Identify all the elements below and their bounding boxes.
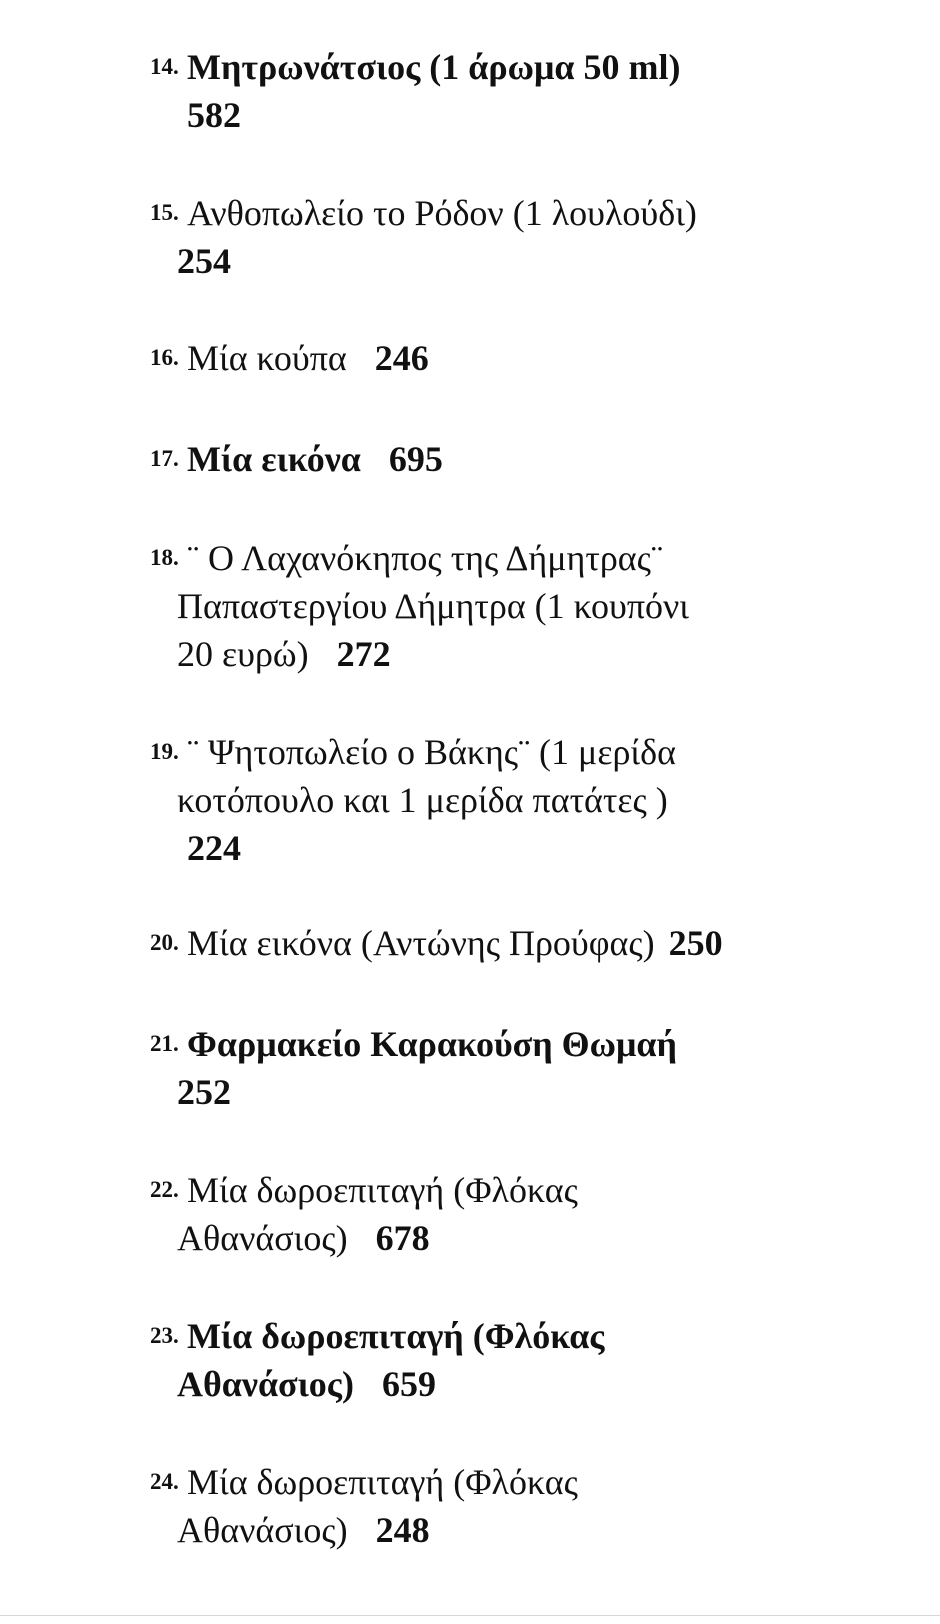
item-value: 246 — [374, 338, 429, 378]
item-text-line: Αθανάσιος) — [177, 1218, 348, 1258]
item-value: 659 — [381, 1364, 436, 1404]
item-text-line: Αθανάσιος) — [177, 1364, 354, 1404]
item-value: 678 — [375, 1218, 430, 1258]
page-bottom-divider — [0, 1615, 940, 1616]
item-number: 15. — [150, 200, 179, 225]
item-text-line: Αθανάσιος) — [177, 1510, 348, 1550]
item-value: 252 — [177, 1072, 231, 1112]
list-item-16 — [150, 334, 810, 382]
item-value: 248 — [375, 1510, 430, 1550]
item-value: 224 — [187, 828, 241, 868]
item-text-line: Μία δωροεπιταγή (Φλόκας — [187, 1462, 578, 1502]
item-number: 17. — [150, 446, 179, 471]
list-item-14 — [150, 43, 810, 139]
list-item-22 — [150, 1166, 810, 1262]
item-text-line: Φαρμακείο Καρακούση Θωμαή — [187, 1024, 677, 1064]
list-item-19 — [150, 728, 810, 872]
list-item-15 — [150, 189, 810, 285]
item-value: 695 — [388, 439, 443, 479]
item-value: 582 — [187, 95, 241, 135]
list-item-23 — [150, 1312, 810, 1408]
item-text-line: ¨ Ο Λαχανόκηπος της Δήμητρας¨ — [187, 538, 663, 578]
item-text-line: κοτόπουλο και 1 μερίδα πατάτες ) — [177, 780, 668, 820]
item-number: 21. — [150, 1031, 179, 1056]
list-item-24 — [150, 1458, 810, 1554]
item-text-line: Μία εικόνα — [187, 439, 361, 479]
item-text-line: Μητρωνάτσιος (1 άρωμα 50 ml) — [187, 47, 681, 87]
item-number: 16. — [150, 345, 179, 370]
item-text-line: Μία κούπα — [187, 338, 347, 378]
list-item-17 — [150, 435, 810, 483]
item-text-line: Παπαστεργίου Δήμητρα (1 κουπόνι — [177, 586, 689, 626]
item-number: 18. — [150, 545, 179, 570]
item-value: 272 — [336, 634, 391, 674]
item-number: 22. — [150, 1177, 179, 1202]
list-item-21 — [150, 1020, 810, 1116]
item-text-line: Μία δωροεπιταγή (Φλόκας — [187, 1316, 605, 1356]
item-text-line: ¨ Ψητοπωλείο ο Βάκης¨ (1 μερίδα — [187, 732, 676, 772]
item-text-line: Μία εικόνα (Αντώνης Προύφας) — [187, 923, 655, 963]
item-text-line: Μία δωροεπιταγή (Φλόκας — [187, 1170, 578, 1210]
item-number: 19. — [150, 739, 179, 764]
item-number: 23. — [150, 1323, 179, 1348]
item-value: 250 — [668, 923, 723, 963]
list-item-20 — [150, 919, 810, 967]
item-number: 14. — [150, 54, 179, 79]
item-text-line: Ανθοπωλείο το Ρόδον (1 λουλούδι) — [187, 193, 697, 233]
item-value: 254 — [177, 241, 231, 281]
item-number: 20. — [150, 930, 179, 955]
item-text-line: 20 ευρώ) — [177, 634, 309, 674]
list-item-18 — [150, 534, 810, 678]
item-number: 24. — [150, 1469, 179, 1494]
